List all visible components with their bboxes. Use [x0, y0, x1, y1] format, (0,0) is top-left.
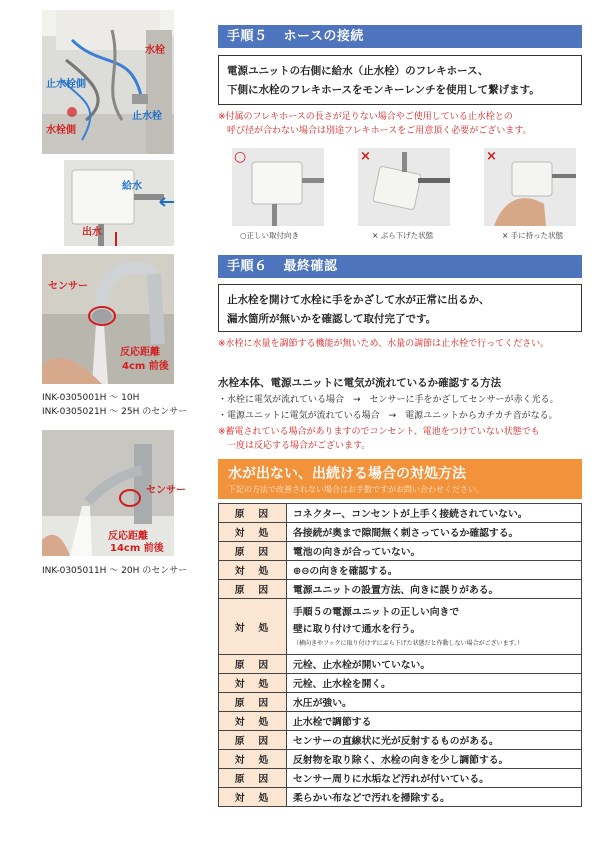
row-key: 原 因 [219, 504, 287, 523]
row-value: センサー周りに水垢など汚れが付いている。 [287, 769, 582, 788]
label-range-value-2: 14cm 前後 [110, 543, 164, 554]
table-row [219, 788, 582, 807]
step5-note-2: 呼び径が合わない場合は別途フレキホースをご用意頂く必要がございます。 [218, 126, 532, 136]
thumb-handheld-caption: × 手に持った状態 [502, 231, 564, 240]
wrong-mark-2: × [486, 149, 497, 164]
photo-power-unit [64, 160, 174, 246]
row-key: 対 処 [219, 523, 287, 542]
row-key: 対 処 [219, 561, 287, 580]
row-key: 原 因 [219, 731, 287, 750]
row-value-multiline [287, 599, 582, 655]
table-row [219, 693, 582, 712]
row-key: 対 処 [219, 750, 287, 769]
row-value: 電池の向きが合っていない。 [287, 542, 582, 561]
check-note-1: ※蓄電されている場合がありますのでコンセント、電池をつけていない状態でも [218, 427, 540, 437]
step5-title: ホースの接続 [283, 29, 364, 44]
table-row [219, 523, 582, 542]
table-row [219, 561, 582, 580]
label-range-value: 4cm 前後 [122, 361, 169, 372]
check-line-unit: ・電源ユニットに電気が流れている場合 → 電源ユニットからカチカチ音がなる。 [218, 411, 558, 421]
row-value: コネクター、コンセントが上手く接続されていない。 [287, 504, 582, 523]
step5-header [218, 25, 582, 48]
thumb-correct-caption: ○正しい取付向き [240, 231, 300, 240]
label-faucet-side: 水栓側 [46, 125, 76, 136]
row-value: 元栓、止水栓を開く。 [287, 674, 582, 693]
step5-line2: 下側に水栓のフレキホースをモンキーレンチを使用して繋げます。 [227, 84, 540, 96]
trouble-header [218, 459, 582, 499]
label-sensor-2: センサー [146, 485, 186, 496]
thumb-handheld [484, 148, 576, 226]
trouble-subtitle: 下記の方法で改善されない場合はお手数ですがお問い合わせください。 [228, 485, 484, 494]
caption-model-2: INK-0305021H ～ 25H のセンサー [42, 407, 188, 417]
step6-header [218, 255, 582, 278]
photo-faucet-4cm [42, 254, 174, 384]
table-row [219, 599, 582, 655]
check-line-faucet: ・水栓に電気が流れている場合 → センサーに手をかざしてセンサーが赤く光る。 [218, 395, 559, 405]
table-row [219, 542, 582, 561]
row-key: 対 処 [219, 599, 287, 655]
photo-hose-connection [42, 10, 174, 154]
label-range: 反応距離 [120, 347, 160, 358]
table-row [219, 731, 582, 750]
step5-instructions [218, 55, 582, 105]
row-key: 原 因 [219, 693, 287, 712]
row-key: 対 処 [219, 712, 287, 731]
caption-model-1: INK-0305001H ～ 10H [42, 393, 140, 403]
table-row [219, 769, 582, 788]
caption-model-3: INK-0305011H ～ 20H のセンサー [42, 566, 188, 576]
row-key: 対 処 [219, 788, 287, 807]
table-row [219, 712, 582, 731]
row-key: 原 因 [219, 655, 287, 674]
step6-line2: 漏水箇所が無いかを確認して取付完了です。 [227, 313, 437, 325]
label-sensor: センサー [48, 281, 88, 292]
step6-instructions [218, 284, 582, 332]
step6-line1: 止水栓を開けて水栓に手をかざして水が正常に出るか、 [227, 294, 490, 306]
row-value: 反射物を取り除く、水栓の向きを少し調節する。 [287, 750, 582, 769]
table-row [219, 580, 582, 599]
row-value: 柔らかい布などで汚れを掃除する。 [287, 788, 582, 807]
wrong-mark-1: × [360, 149, 371, 164]
row-value: ⊕⊖の向きを確認する。 [287, 561, 582, 580]
label-water-out: 出水 [82, 227, 102, 238]
row-value: 止水栓で調節する [287, 712, 582, 731]
label-valve-side: 止水栓側 [46, 79, 86, 90]
table-row [219, 504, 582, 523]
label-water-in: 給水 [122, 181, 142, 192]
trouble-table [218, 503, 582, 807]
step5-note-1: ※付属のフレキホースの長さが足りない場合やご使用している止水栓との [218, 112, 513, 122]
step5-line1: 電源ユニットの右側に給水（止水栓）のフレキホース、 [227, 65, 489, 77]
row-value: 電源ユニットの設置方法、向きに誤りがある。 [287, 580, 582, 599]
thumb-hanging [358, 148, 450, 226]
check-note-2: 一度は反応する場合がございます。 [218, 441, 371, 451]
photo-faucet-14cm [42, 430, 186, 556]
row-value: センサーの直線状に光が反射するものがある。 [287, 731, 582, 750]
check-heading: 水栓本体、電源ユニットに電気が流れているか確認する方法 [218, 377, 502, 389]
thumb-hanging-caption: × ぶら下げた状態 [372, 231, 434, 240]
row-value-line2: 壁に取り付けて通水を行う。 [293, 623, 421, 635]
row-key: 原 因 [219, 542, 287, 561]
row-value: 水圧が強い。 [287, 693, 582, 712]
step6-note: ※水栓に水量を調節する機能が無いため、水量の調節は止水栓で行ってください。 [218, 339, 550, 349]
label-valve: 止水栓 [132, 111, 162, 122]
step6-number: 手順６ [227, 259, 268, 274]
row-value: 元栓、止水栓が開いていない。 [287, 655, 582, 674]
row-value-line1: 手順５の電源ユニットの正しい向きで [293, 606, 460, 618]
step5-number: 手順５ [227, 29, 268, 44]
row-key: 対 処 [219, 674, 287, 693]
step6-title: 最終確認 [283, 259, 338, 274]
trouble-title: 水が出ない、出続ける場合の対処方法 [228, 466, 466, 482]
row-key: 原 因 [219, 580, 287, 599]
power-unit-photo [64, 160, 174, 246]
correct-mark: ○ [234, 149, 247, 165]
table-row [219, 750, 582, 769]
label-range-2: 反応距離 [108, 531, 148, 542]
table-row [219, 674, 582, 693]
row-value: 各接続が奥まで隙間無く刺さっているか確認する。 [287, 523, 582, 542]
label-faucet: 水栓 [145, 45, 165, 56]
row-key: 原 因 [219, 769, 287, 788]
row-value-note: （横向きやフックに取り付けずにぶら下げた状態だと作動しない場合がございます。） [293, 639, 524, 647]
table-row [219, 655, 582, 674]
